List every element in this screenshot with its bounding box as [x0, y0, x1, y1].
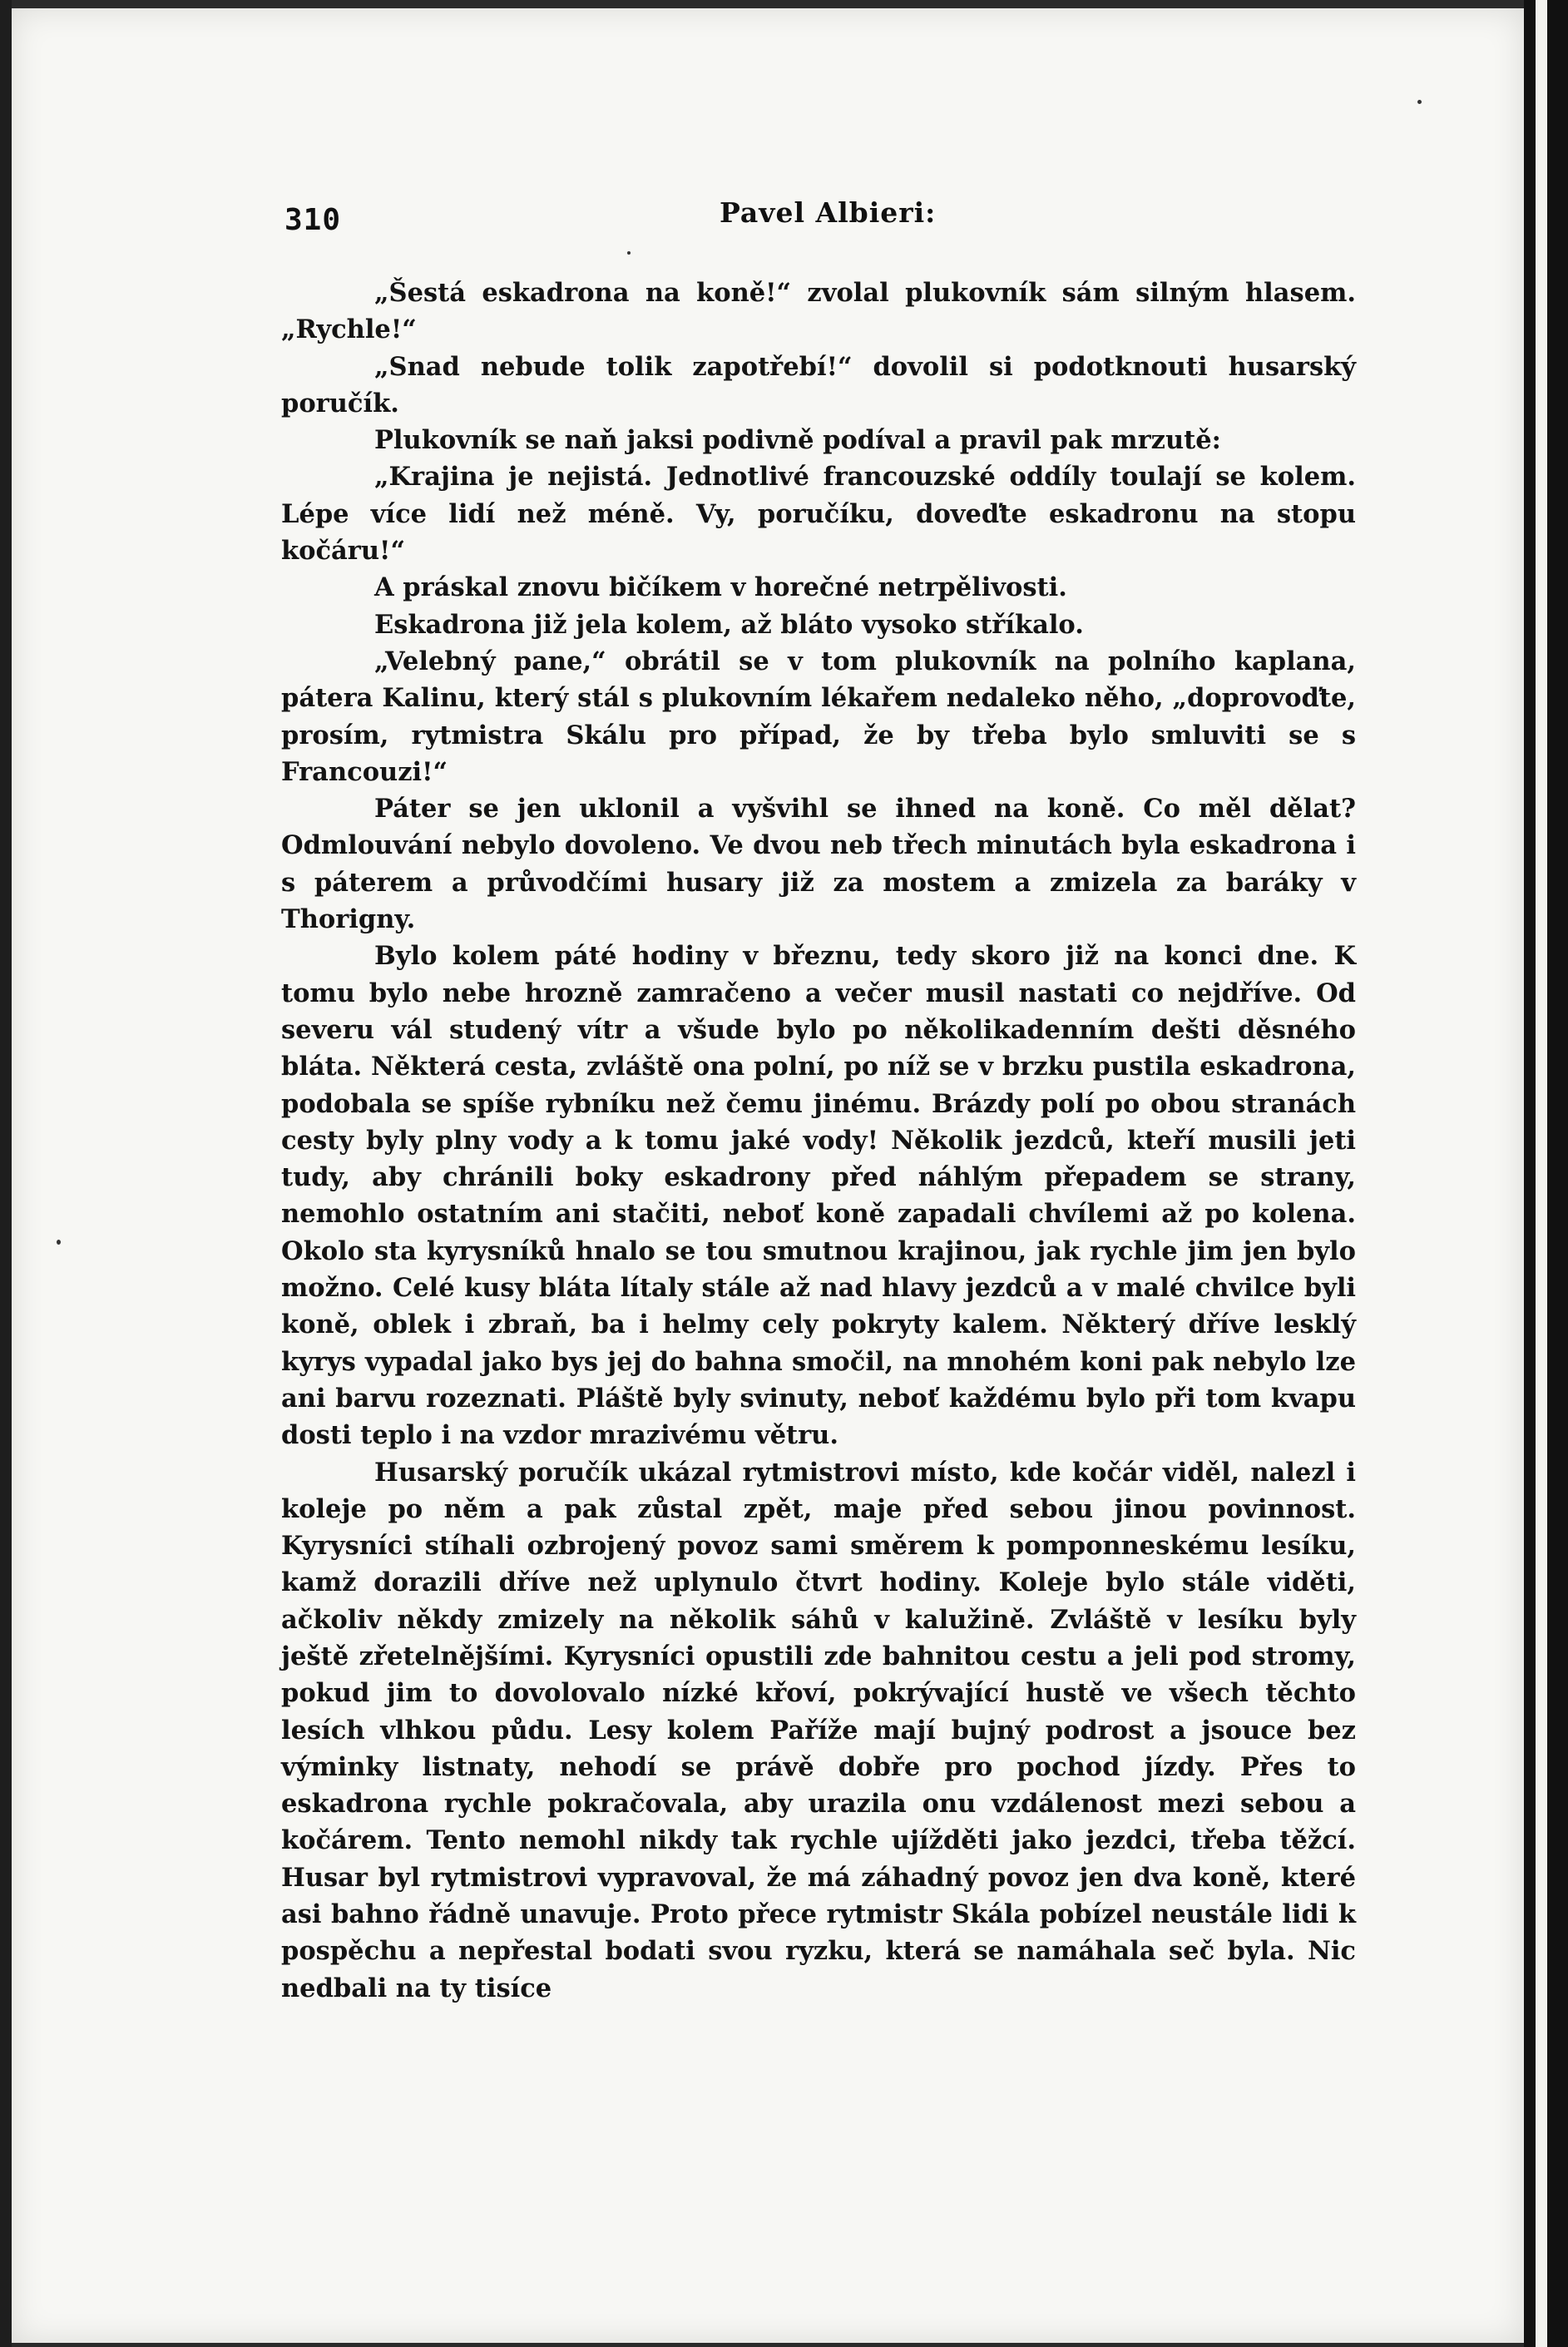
scan-speck: [627, 251, 631, 255]
scan-speck: [57, 1240, 61, 1245]
page-header: [284, 196, 1355, 246]
paragraph: A práskal znovu bičíkem v horečné netrpělivosti.: [374, 572, 1067, 603]
body-text: [281, 275, 1356, 2007]
paragraph: „Snad nebude tolik zapotřebí!“ dovolil si podotknouti husarský poručík.: [281, 351, 1356, 418]
paragraph: Husarský poručík ukázal rytmistrovi místo, kde kočár viděl, nalezl i koleje po něm a pak zůstal zpět, maje před sebou jinou povinnost. Kyrysníci stíhali ozbrojený povoz sami směrem k pomponneskému lesíku, kamž dorazili dříve než uplynulo čtvrt hodiny. Koleje bylo stále viděti, ačkoliv někdy zmizely na několik sáhů v kalužině. Zvláště v lesíku byly ještě zřetelnějšími. Kyrysníci opustili zde bahnitou cestu a jeli pod stromy, pokud jim to dovolovalo nízké křoví, pokrývající hustě ve všech těchto lesích vlhkou půdu. Lesy kolem Paříže mají bujný podrost a jsouce bez výminky listnaty, nehodí se právě dobře pro pochod jízdy. Přes to eskadrona rychle pokračovala, aby urazila onu vzdálenost mezi sebou a kočárem. Tento nemohl nikdy tak rychle ujížděti jako jezdci, třeba těžcí. Husar byl rytmistrovi vypravoval, že má záhadný povoz jen dva koně, které asi bahno řádně unavuje. Proto přece rytmistr Skála pobízel neustále lidi k pospěchu a nepřestal bodati svou ryzku, která se namáhala seč byla. Nic nedbali na ty tisíce: [281, 1457, 1356, 2003]
page-number: 310: [284, 203, 342, 237]
paragraph: Páter se jen uklonil a vyšvihl se ihned na koně. Co měl dělat? Odmlouvání nebylo dovoleno. Ve dvou neb třech minutách byla eskadrona i s páterem a průvodčími husary již za mostem a zmizela za baráky v Thorigny.: [281, 794, 1356, 935]
paragraph: „Krajina je nejistá. Jednotlivé francouzské oddíly toulají se kolem. Lépe více lidí než méně. Vy, poručíku, doveďte eskadronu na stopu kočáru!“: [281, 462, 1356, 567]
scan-speck: [1417, 100, 1422, 104]
paragraph: „Velebný pane,“ obrátil se v tom plukovník na polního kaplana, pátera Kalinu, který stál s plukovním lékařem nedaleko něho, „doprovoďte, prosím, rytmistra Skálu pro případ, že by třeba bylo smluviti se s Francouzi!“: [281, 646, 1356, 787]
scan-left-margin: [0, 0, 12, 2347]
paragraph: „Šestá eskadrona na koně!“ zvolal plukovník sám silným hlasem. „Rychle!“: [281, 278, 1356, 345]
running-head: Pavel Albieri:: [720, 196, 937, 229]
paragraph: Eskadrona již jela kolem, až bláto vysoko stříkalo.: [374, 609, 1084, 640]
paragraph: Plukovník se naň jaksi podivně podíval a pravil pak mrzutě:: [374, 425, 1221, 456]
paragraph: Bylo kolem páté hodiny v březnu, tedy skoro již na konci dne. K tomu bylo nebe hrozně zamračeno a večer musil nastati co nejdříve. Od severu vál studený vítr a všude bylo po několikadenním dešti děsného bláta. Některá cesta, zvláště ona polní, po níž se v brzku pustila eskadrona, podobala se spíše rybníku než čemu jinému. Brázdy polí po obou stranách cesty byly plny vody a k tomu jaké vody! Několik jezdců, kteří musili jeti tudy, aby chránili boky eskadrony před náhlým přepadem se strany, nemohlo ostatním ani stačiti, neboť koně zapadali chvílemi až po kolena. Okolo sta kyrysníků hnalo se tou smutnou krajinou, jak rychle jim jen bylo možno. Celé kusy bláta lítaly stále až nad hlavy jezdců a v malé chvilce byli koně, oblek i zbraň, ba i helmy cely pokryty kalem. Některý dříve lesklý kyrys vypadal jako bys jej do bahna smočil, na mnohém koni pak nebylo lze ani barvu rozeznati. Pláště byly svinuty, neboť každému bylo při tom kvapu dosti teplo i na vzdor mrazivému větru.: [281, 941, 1356, 1451]
scan-right-edge: [1524, 0, 1568, 2347]
